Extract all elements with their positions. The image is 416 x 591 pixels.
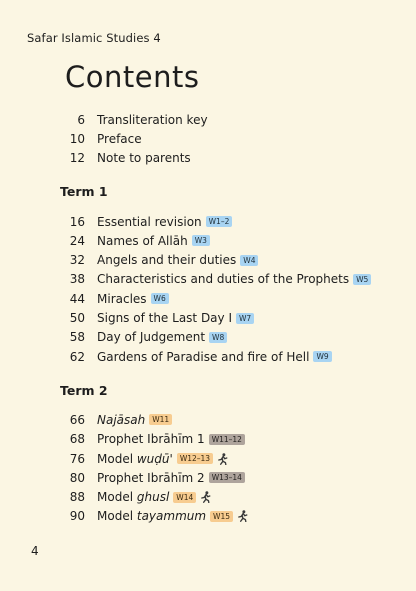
toc-entry-label: Transliteration key xyxy=(97,112,208,127)
toc-entry-label: Names of Allāh xyxy=(97,233,188,248)
term-heading: Term 1 xyxy=(60,184,108,200)
toc-entry[interactable] xyxy=(60,270,400,289)
week-badge: W1–2 xyxy=(206,216,233,227)
week-badge: W8 xyxy=(209,332,227,343)
book-title: Safar Islamic Studies 4 xyxy=(27,31,161,45)
toc-entry-label: Miracles xyxy=(97,291,147,306)
toc-page-number: 76 xyxy=(69,451,85,466)
toc-entry-label: Note to parents xyxy=(97,151,191,166)
toc-entry-label: Model xyxy=(97,451,134,466)
running-person-icon xyxy=(200,491,211,503)
contents-list xyxy=(60,110,400,526)
page-title: Contents xyxy=(65,60,200,94)
toc-page-number: 38 xyxy=(69,272,85,287)
toc-page-number: 58 xyxy=(69,330,85,345)
toc-entry-label-italic: ghusl xyxy=(136,490,170,505)
running-person-icon xyxy=(217,453,228,465)
toc-entry-label: Prophet Ibrāhīm 2 xyxy=(97,470,205,485)
toc-entry[interactable] xyxy=(60,212,400,231)
toc-page-number: 62 xyxy=(69,349,85,364)
toc-page-number: 32 xyxy=(69,253,85,268)
toc-entry-label: Model xyxy=(97,509,134,524)
toc-page-number: 90 xyxy=(69,509,85,524)
toc-page-number: 80 xyxy=(69,470,85,485)
week-badge: W3 xyxy=(192,235,210,246)
toc-entry[interactable] xyxy=(60,347,400,366)
week-badge: W11 xyxy=(149,414,172,425)
toc-entry[interactable] xyxy=(60,328,400,347)
toc-entry-label: Characteristics and duties of the Prophets xyxy=(97,272,350,287)
week-badge: W11–12 xyxy=(209,434,245,445)
toc-entry[interactable] xyxy=(60,410,400,429)
toc-entry[interactable] xyxy=(60,507,400,526)
toc-entry[interactable] xyxy=(60,468,400,487)
toc-entry-label: Najāsah xyxy=(97,412,146,427)
toc-entry[interactable] xyxy=(60,110,400,129)
toc-page-number: 6 xyxy=(77,112,85,127)
toc-entry[interactable] xyxy=(60,308,400,327)
toc-entry-label: Gardens of Paradise and fire of Hell xyxy=(97,349,310,364)
toc-entry[interactable] xyxy=(60,231,400,250)
week-badge: W6 xyxy=(151,293,169,304)
week-badge: W14 xyxy=(173,492,196,503)
toc-entry[interactable] xyxy=(60,487,400,506)
toc-entry-label: Angels and their duties xyxy=(97,253,237,268)
week-badge: W15 xyxy=(210,511,233,522)
page-number: 4 xyxy=(31,544,39,558)
term-heading: Term 2 xyxy=(60,382,108,398)
toc-page-number: 68 xyxy=(69,432,85,447)
toc-page-number: 44 xyxy=(69,291,85,306)
running-person-icon xyxy=(237,510,248,522)
toc-entry[interactable] xyxy=(60,449,400,468)
toc-entry-label: Day of Judgement xyxy=(97,330,206,345)
toc-entry-label-italic: wuḍū' xyxy=(136,451,173,466)
toc-entry[interactable] xyxy=(60,430,400,449)
toc-entry-label: Signs of the Last Day I xyxy=(97,311,232,326)
toc-entry-label: Model xyxy=(97,490,134,505)
toc-entry-label: Preface xyxy=(97,131,142,146)
toc-page-number: 16 xyxy=(69,214,85,229)
week-badge: W4 xyxy=(240,255,258,266)
toc-page-number: 10 xyxy=(69,131,85,146)
toc-page-number: 88 xyxy=(69,490,85,505)
toc-entry[interactable] xyxy=(60,149,400,168)
toc-entry-label: Prophet Ibrāhīm 1 xyxy=(97,432,205,447)
week-badge: W9 xyxy=(313,351,331,362)
week-badge: W7 xyxy=(236,313,254,324)
week-badge: W13–14 xyxy=(209,472,245,483)
toc-entry-label-italic: tayammum xyxy=(136,509,207,524)
toc-page-number: 50 xyxy=(69,311,85,326)
toc-page-number: 66 xyxy=(69,412,85,427)
toc-entry[interactable] xyxy=(60,289,400,308)
toc-entry[interactable] xyxy=(60,129,400,148)
toc-page-number: 12 xyxy=(69,151,85,166)
toc-page-number: 24 xyxy=(69,233,85,248)
toc-entry[interactable] xyxy=(60,250,400,269)
week-badge: W5 xyxy=(353,274,371,285)
week-badge: W12–13 xyxy=(177,453,213,464)
toc-entry-label: Essential revision xyxy=(97,214,202,229)
